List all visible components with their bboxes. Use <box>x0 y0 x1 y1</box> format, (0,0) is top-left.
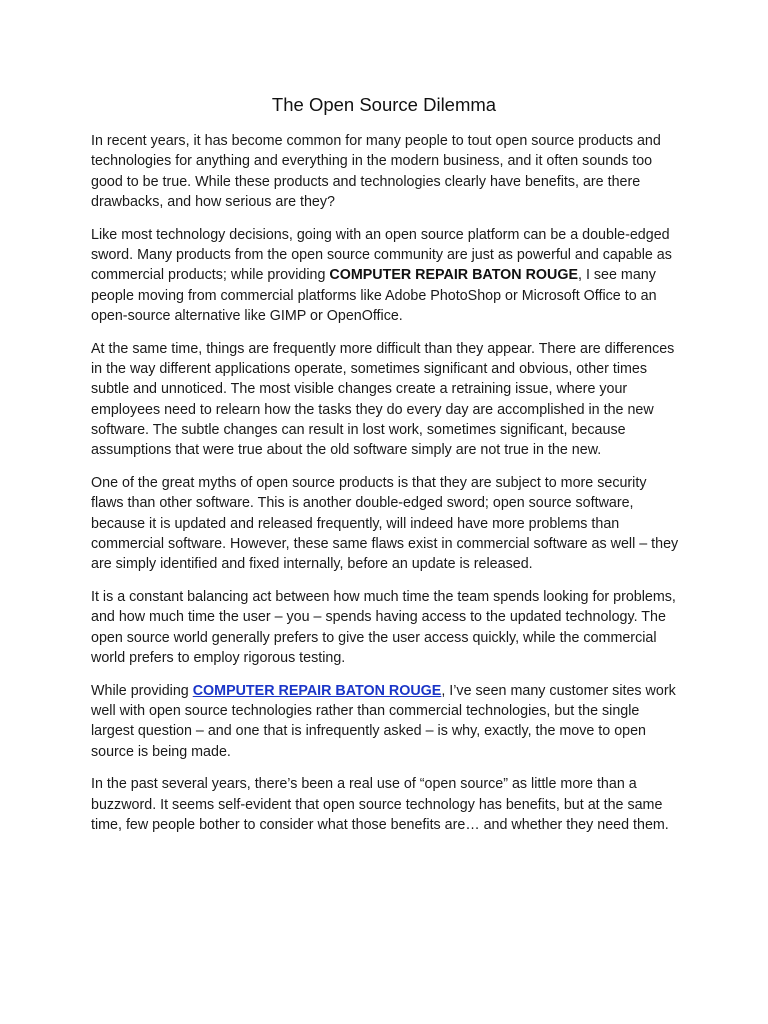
paragraph-6 <box>91 681 681 762</box>
paragraph-5: It is a constant balancing act between how much time the team spends looking for problems, and how much time the user – you – spends having access to the updated technology. The open source world generally prefers to give the user access quickly, while the commercial world prefers to employ rigorous testing. <box>91 588 676 666</box>
paragraph-2 <box>91 225 681 326</box>
paragraph-3: At the same time, things are frequently more difficult than they appear. There are differences in the way different applications operate, sometimes significant and obvious, other times subtle and unnoticed. The most visible changes create a retraining issue, where your employees need to relearn how the tasks they do every day are accomplished in the new software. The subtle changes can result in lost work, sometimes significant, because assumptions that were true about the old software simply are not true in the new. <box>91 340 675 459</box>
document-body <box>91 131 681 848</box>
paragraph-6-text-before: While providing <box>91 682 193 699</box>
paragraph-7: In the past several years, there’s been a real use of “open source” as little more than a buzzword. It seems self-evident that open source technology has benefits, but at the same time, few people bother to consider what those benefits are… and whether they need them. <box>91 776 669 833</box>
keyword-bold: COMPUTER REPAIR BATON ROUGE <box>329 267 579 284</box>
document-title: The Open Source Dilemma <box>271 94 497 115</box>
paragraph-2-text-before: Like most technology decisions, going with an open source platform can be a double-edged sword. Many products from the open source community are just as powerful and capable as commercial products; while providing <box>91 226 672 284</box>
paragraph-6-text-after: , I’ve seen many customer sites work well with open source technologies rather than commercial technologies, but the single largest question – and one that is infrequently asked – is why, exactly, the move to open source is being made. <box>91 682 676 760</box>
paragraph-1: In recent years, it has become common for many people to tout open source products and technologies for anything and everything in the modern business, and it often sounds too good to be true. While these products and technologies clearly have benefits, are there drawbacks, and how serious are they? <box>91 133 661 210</box>
paragraph-4: One of the great myths of open source products is that they are subject to more security flaws than other software. This is another double-edged sword; open source software, because it is updated and released frequently, will indeed have more problems than commercial software. However, these same flaws exist in commercial software as well – they are simply identified and fixed internally, before an update is released. <box>91 474 679 573</box>
computer-repair-link[interactable]: COMPUTER REPAIR BATON ROUGE <box>192 682 442 699</box>
paragraph-2-text-after: , I see many people moving from commercial platforms like Adobe PhotoShop or Microsoft Office to an open-source alternative like GIMP or OpenOffice. <box>91 267 657 324</box>
